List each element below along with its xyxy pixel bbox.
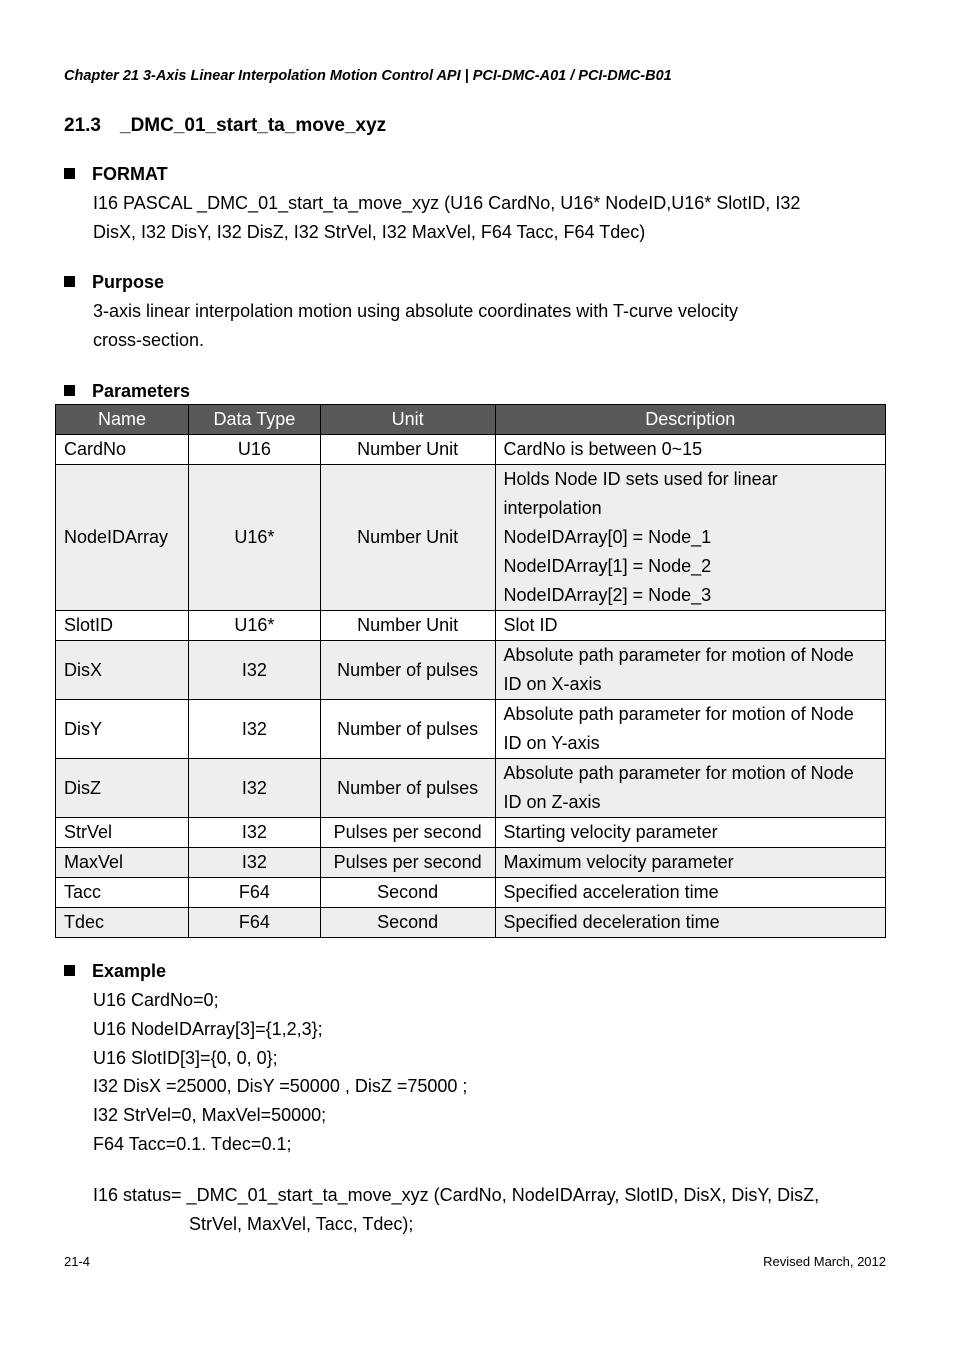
param-description: [495, 465, 885, 611]
table-row: [56, 700, 886, 759]
param-description: [495, 435, 885, 465]
param-unit: Number Unit: [320, 465, 495, 611]
description-line: CardNo is between 0~15: [503, 439, 703, 459]
example-line-5: I32 StrVel=0, MaxVel=50000;: [93, 1105, 327, 1125]
param-unit: Number of pulses: [320, 641, 495, 700]
square-bullet-icon: [64, 276, 75, 287]
param-description: [495, 818, 885, 848]
param-name: DisY: [56, 700, 189, 759]
column-header-data-type: Data Type: [188, 405, 320, 435]
param-description: [495, 878, 885, 908]
table-row: [56, 465, 886, 611]
example-line-4: I32 DisX =25000, DisY =50000 , DisZ =75000 ;: [93, 1076, 468, 1096]
param-name: NodeIDArray: [56, 465, 189, 611]
section-title: [64, 115, 386, 137]
param-type: F64: [188, 878, 320, 908]
description-line: Specified deceleration time: [503, 912, 720, 932]
param-name: Tacc: [56, 878, 189, 908]
param-name: DisZ: [56, 759, 189, 818]
revision-date: Revised March, 2012: [763, 1254, 886, 1269]
purpose-line-1: 3-axis linear interpolation motion using absolute coordinates with T-curve velocity: [93, 301, 739, 321]
column-header-name: Name: [56, 405, 189, 435]
example-heading-text: Example: [92, 961, 167, 981]
example-line-1: U16 CardNo=0;: [93, 990, 219, 1010]
square-bullet-icon: [64, 385, 75, 396]
description-line: NodeIDArray[2] = Node_3: [503, 585, 712, 605]
table-header-row: [56, 405, 886, 435]
column-header-description: Description: [495, 405, 885, 435]
param-type: U16: [188, 435, 320, 465]
param-description: [495, 759, 885, 818]
description-line: interpolation: [503, 498, 602, 518]
table-row: [56, 818, 886, 848]
param-description: [495, 848, 885, 878]
description-line: ID on Y-axis: [503, 733, 600, 753]
param-type: I32: [188, 818, 320, 848]
param-name: DisX: [56, 641, 189, 700]
param-unit: Second: [320, 878, 495, 908]
param-unit: Second: [320, 908, 495, 938]
description-line: NodeIDArray[1] = Node_2: [503, 556, 712, 576]
param-type: U16*: [188, 465, 320, 611]
page-header: Chapter 21 3-Axis Linear Interpolation Motion Control API | PCI-DMC-A01 / PCI-DMC-B01: [64, 68, 672, 84]
param-type: I32: [188, 759, 320, 818]
param-name: MaxVel: [56, 848, 189, 878]
page-number: 21-4: [64, 1254, 91, 1269]
param-description: [495, 641, 885, 700]
format-line-1: I16 PASCAL _DMC_01_start_ta_move_xyz (U16 CardNo, U16* NodeID,U16* SlotID, I32: [93, 193, 801, 213]
description-line: Holds Node ID sets used for linear: [503, 469, 778, 489]
example-line-2: U16 NodeIDArray[3]={1,2,3};: [93, 1019, 323, 1039]
description-line: NodeIDArray[0] = Node_1: [503, 527, 712, 547]
param-unit: Number Unit: [320, 611, 495, 641]
column-header-unit: Unit: [320, 405, 495, 435]
example-heading: [64, 961, 166, 982]
example-call-line-2: StrVel, MaxVel, Tacc, Tdec);: [189, 1214, 414, 1234]
param-name: Tdec: [56, 908, 189, 938]
example-line-3: U16 SlotID[3]={0, 0, 0};: [93, 1048, 278, 1068]
section-number: 21.3: [64, 115, 101, 136]
param-unit: Number of pulses: [320, 700, 495, 759]
param-unit: Number of pulses: [320, 759, 495, 818]
description-line: Maximum velocity parameter: [503, 852, 734, 872]
param-unit: Pulses per second: [320, 848, 495, 878]
parameters-heading-text: Parameters: [92, 381, 191, 401]
table-row: [56, 435, 886, 465]
example-call-line-1: I16 status= _DMC_01_start_ta_move_xyz (CardNo, NodeIDArray, SlotID, DisX, DisY, DisZ,: [93, 1185, 820, 1205]
description-line: ID on X-axis: [503, 674, 602, 694]
param-unit: Pulses per second: [320, 818, 495, 848]
purpose-heading: [64, 272, 164, 293]
description-line: Absolute path parameter for motion of Node: [503, 704, 854, 724]
param-type: I32: [188, 848, 320, 878]
format-heading-text: FORMAT: [92, 164, 168, 184]
table-row: [56, 908, 886, 938]
param-type: F64: [188, 908, 320, 938]
description-line: Absolute path parameter for motion of Node: [503, 645, 854, 665]
description-line: Starting velocity parameter: [503, 822, 718, 842]
square-bullet-icon: [64, 965, 75, 976]
description-line: Specified acceleration time: [503, 882, 719, 902]
description-line: Slot ID: [503, 615, 558, 635]
param-description: [495, 611, 885, 641]
format-line-2: DisX, I32 DisY, I32 DisZ, I32 StrVel, I32 MaxVel, F64 Tacc, F64 Tdec): [93, 222, 646, 242]
table-row: [56, 878, 886, 908]
example-line-6: F64 Tacc=0.1. Tdec=0.1;: [93, 1134, 292, 1154]
parameters-table: [55, 404, 886, 938]
description-line: ID on Z-axis: [503, 792, 601, 812]
table-row: [56, 641, 886, 700]
param-unit: Number Unit: [320, 435, 495, 465]
parameters-heading: [64, 381, 190, 402]
purpose-line-2: cross-section.: [93, 330, 205, 350]
purpose-heading-text: Purpose: [92, 272, 165, 292]
table-row: [56, 611, 886, 641]
param-description: [495, 908, 885, 938]
param-type: I32: [188, 700, 320, 759]
param-name: CardNo: [56, 435, 189, 465]
section-name: _DMC_01_start_ta_move_xyz: [120, 115, 387, 136]
description-line: Absolute path parameter for motion of Node: [503, 763, 854, 783]
table-row: [56, 848, 886, 878]
param-name: SlotID: [56, 611, 189, 641]
table-row: [56, 759, 886, 818]
param-type: U16*: [188, 611, 320, 641]
square-bullet-icon: [64, 168, 75, 179]
purpose-text: [93, 297, 893, 355]
param-type: I32: [188, 641, 320, 700]
param-name: StrVel: [56, 818, 189, 848]
format-heading: [64, 164, 168, 185]
param-description: [495, 700, 885, 759]
format-text: [93, 189, 893, 247]
